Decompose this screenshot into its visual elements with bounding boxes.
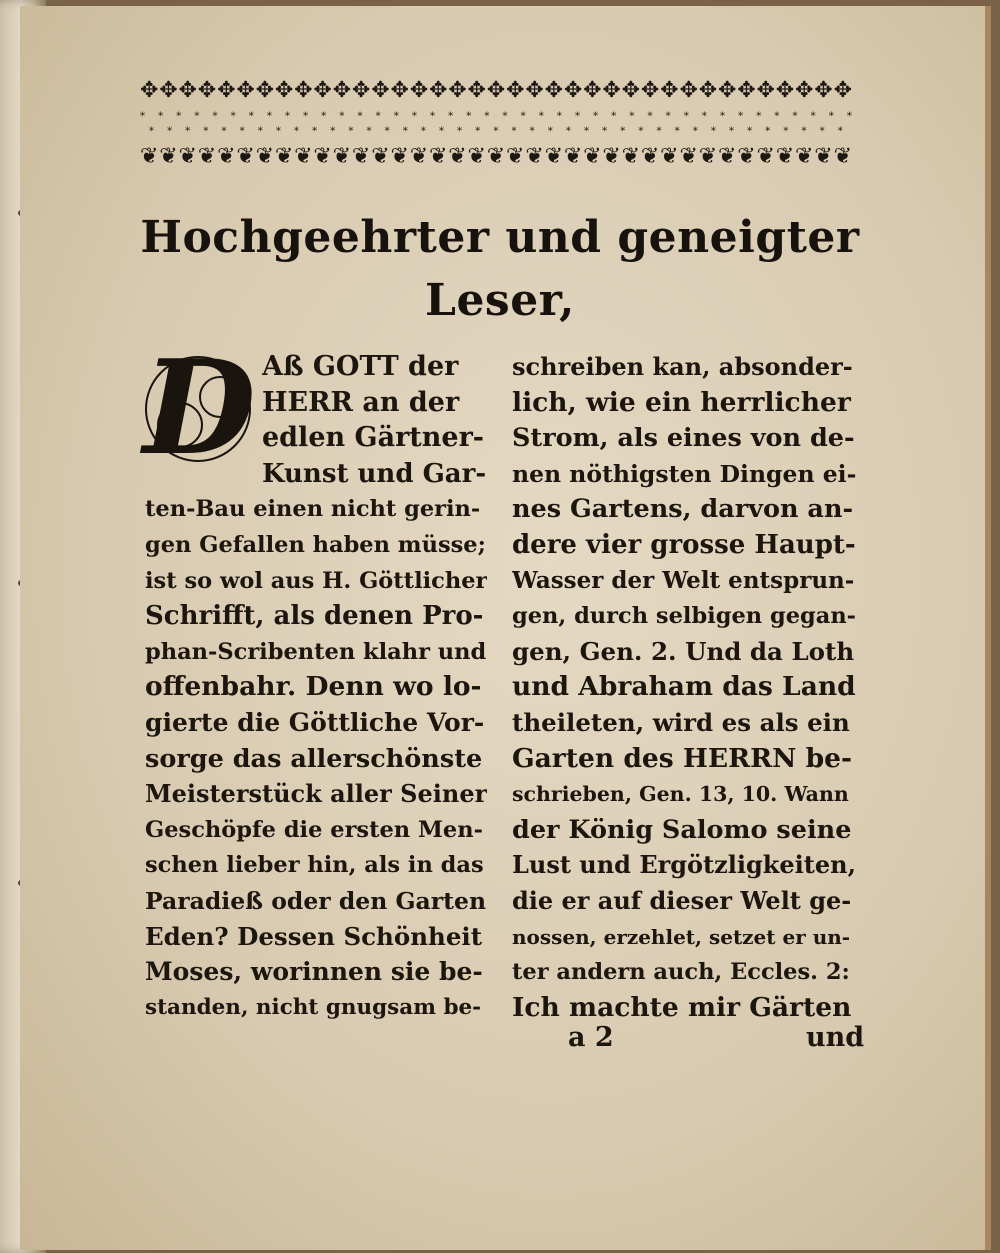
- ornament-stars: * * * * * * * * * * * * * * * * * * * * * * * * * * * * * * * * * * * * * * * * * * * * * * * * * * * * * * * * * * * * * * * * * * * * * * * * * * * * * * *: [140, 111, 852, 137]
- left-column-line: Moses, worinnen sie be-: [145, 957, 483, 987]
- ornament-band-bottom: ❦ ❦ ❦ ❦ ❦ ❦ ❦ ❦ ❦ ❦ ❦ ❦ ❦ ❦ ❦ ❦ ❦ ❦ ❦ ❦ ❦ ❦ ❦ ❦ ❦ ❦ ❦ ❦ ❦ ❦ ❦ ❦ ❦ ❦ ❦ ❦ ❦: [140, 144, 852, 169]
- right-column-line: ter andern auch, Eccles. 2:: [512, 959, 850, 986]
- left-column-line: Geschöpfe die ersten Men-: [145, 816, 483, 843]
- left-column-line: Schrifft, als denen Pro-: [145, 601, 484, 632]
- right-column-line: nes Gartens, darvon an-: [512, 494, 854, 525]
- left-column-line: standen, nicht gnugsam be-: [145, 994, 482, 1020]
- right-column-line: nossen, erzehlet, setzet er un-: [512, 924, 851, 949]
- drop-cap: D: [143, 331, 256, 484]
- right-column-line: schrieben, Gen. 13, 10. Wann: [512, 782, 849, 807]
- left-column-line: gierte die Göttliche Vor-: [145, 708, 485, 737]
- left-column-line: sorge das allerschönste: [145, 743, 483, 774]
- left-column-line: edlen Gärtner-: [262, 423, 485, 454]
- ornament-band-top: ✥ ✥ ✥ ✥ ✥ ✥ ✥ ✥ ✥ ✥ ✥ ✥ ✥ ✥ ✥ ✥ ✥ ✥ ✥ ✥ ✥ ✥ ✥ ✥ ✥ ✥ ✥ ✥ ✥ ✥ ✥ ✥ ✥ ✥ ✥ ✥ ✥: [140, 78, 852, 103]
- left-column-line: ist so wol aus H. Göttlicher: [145, 567, 487, 594]
- left-column-line: phan-Scribenten klahr und: [145, 638, 487, 665]
- right-column-line: Strom, als eines von de-: [512, 423, 855, 454]
- right-column-line: Lust und Ergötzligkeiten,: [512, 850, 856, 880]
- left-column-line: Eden? Dessen Schönheit: [145, 921, 483, 951]
- right-column-line: und Abraham das Land: [512, 672, 856, 703]
- right-column-line: Wasser der Welt entsprun-: [512, 566, 855, 594]
- right-column-line: gen, Gen. 2. Und da Loth: [512, 636, 855, 666]
- left-column-line: Aß GOTT der: [262, 352, 459, 382]
- right-column-line: Ich machte mir Gärten: [512, 992, 852, 1023]
- signature-mark: a 2: [568, 1022, 614, 1053]
- right-column-line: Garten des HERRN be-: [512, 743, 853, 774]
- left-column-line: ten-Bau einen nicht gerin-: [145, 496, 481, 523]
- right-column-line: nen nöthigsten Dingen ei-: [512, 459, 856, 488]
- right-column-line: lich, wie ein herrlicher: [512, 387, 851, 418]
- page-title-line1: Hochgeehrter und geneigter: [140, 212, 860, 263]
- left-column-line: schen lieber hin, als in das: [145, 852, 484, 879]
- right-column-line: dere vier grosse Haupt-: [512, 530, 856, 560]
- left-column-line: HERR an der: [262, 387, 460, 418]
- left-column-line: offenbahr. Denn wo lo-: [145, 672, 482, 703]
- right-column-line: theileten, wird es als ein: [512, 708, 850, 737]
- catchword: und: [806, 1022, 865, 1053]
- right-column-line: gen, durch selbigen gegan-: [512, 603, 856, 630]
- right-column-line: die er auf dieser Welt ge-: [512, 886, 852, 915]
- left-column-line: Paradieß oder den Garten: [145, 887, 487, 915]
- right-column-line: schreiben kan, absonder-: [512, 352, 853, 381]
- left-column-line: Meisterstück aller Seiner: [145, 779, 487, 809]
- page-title-line2: Leser,: [425, 275, 575, 326]
- left-column-line: gen Gefallen haben müsse;: [145, 532, 486, 558]
- right-column-line: der König Salomo seine: [512, 814, 852, 845]
- left-column-line: Kunst und Gar-: [262, 458, 487, 489]
